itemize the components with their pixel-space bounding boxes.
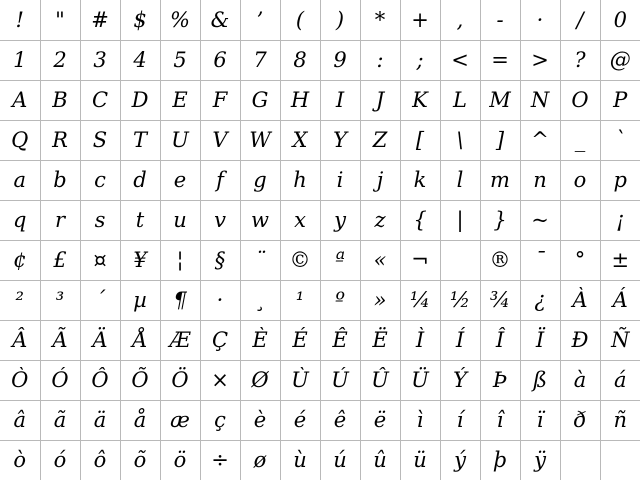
glyph-cell[interactable]: 4 [120, 40, 160, 80]
glyph-cell[interactable]: s [80, 200, 120, 240]
glyph-cell[interactable]: F [200, 80, 240, 120]
glyph-cell[interactable]: Ü [400, 360, 440, 400]
glyph-cell[interactable]: ¼ [400, 280, 440, 320]
glyph-cell[interactable]: T [120, 120, 160, 160]
glyph-cell[interactable]: N [520, 80, 560, 120]
glyph-cell[interactable]: p [600, 160, 640, 200]
glyph-cell[interactable]: Æ [160, 320, 200, 360]
glyph-cell[interactable]: Ä [80, 320, 120, 360]
glyph-cell[interactable]: ° [560, 240, 600, 280]
glyph-cell[interactable]: t [120, 200, 160, 240]
glyph-cell[interactable]: 2 [40, 40, 80, 80]
glyph-cell[interactable]: â [0, 400, 40, 440]
glyph-cell[interactable]: } [480, 200, 520, 240]
glyph-cell[interactable]: é [280, 400, 320, 440]
glyph-cell[interactable]: µ [120, 280, 160, 320]
glyph-cell[interactable]: 0 [600, 0, 640, 40]
glyph-cell[interactable]: « [360, 240, 400, 280]
glyph-cell[interactable] [560, 200, 600, 240]
glyph-cell[interactable]: R [40, 120, 80, 160]
glyph-cell[interactable]: ç [200, 400, 240, 440]
glyph-cell[interactable]: = [480, 40, 520, 80]
glyph-cell[interactable]: ® [480, 240, 520, 280]
glyph-cell[interactable]: X [280, 120, 320, 160]
glyph-cell[interactable]: ! [0, 0, 40, 40]
glyph-cell[interactable]: · [520, 0, 560, 40]
glyph-cell[interactable]: ´ [80, 280, 120, 320]
glyph-cell[interactable]: Z [360, 120, 400, 160]
glyph-cell[interactable]: o [560, 160, 600, 200]
glyph-cell[interactable]: ¿ [520, 280, 560, 320]
glyph-cell[interactable]: í [440, 400, 480, 440]
glyph-cell[interactable]: k [400, 160, 440, 200]
glyph-cell[interactable]: ñ [600, 400, 640, 440]
glyph-cell[interactable]: * [360, 0, 400, 40]
glyph-cell[interactable]: ÷ [200, 440, 240, 480]
glyph-cell[interactable]: à [560, 360, 600, 400]
glyph-cell[interactable]: w [240, 200, 280, 240]
glyph-cell[interactable]: © [280, 240, 320, 280]
glyph-cell[interactable]: á [600, 360, 640, 400]
glyph-cell[interactable]: B [40, 80, 80, 120]
glyph-cell[interactable]: ¬ [400, 240, 440, 280]
glyph-cell[interactable]: Á [600, 280, 640, 320]
glyph-cell[interactable]: ä [80, 400, 120, 440]
glyph-cell[interactable]: Ï [520, 320, 560, 360]
glyph-cell[interactable]: > [520, 40, 560, 80]
glyph-cell[interactable]: r [40, 200, 80, 240]
glyph-cell[interactable]: A [0, 80, 40, 120]
glyph-row [0, 280, 640, 320]
glyph-cell[interactable]: Å [120, 320, 160, 360]
glyph-cell[interactable]: & [200, 0, 240, 40]
glyph-cell[interactable]: ª [320, 240, 360, 280]
glyph-cell[interactable]: ? [560, 40, 600, 80]
glyph-cell[interactable]: Ù [280, 360, 320, 400]
glyph-cell[interactable]: ë [360, 400, 400, 440]
glyph-cell[interactable]: æ [160, 400, 200, 440]
glyph-cell[interactable]: G [240, 80, 280, 120]
glyph-cell[interactable]: _ [560, 120, 600, 160]
glyph-cell[interactable]: ê [320, 400, 360, 440]
glyph-cell[interactable] [560, 440, 600, 480]
glyph-cell[interactable]: ¥ [120, 240, 160, 280]
glyph-cell[interactable]: Þ [480, 360, 520, 400]
glyph-cell[interactable]: ó [40, 440, 80, 480]
glyph-cell[interactable]: J [360, 80, 400, 120]
glyph-row [0, 120, 640, 160]
glyph-cell[interactable]: À [560, 280, 600, 320]
glyph-cell[interactable]: m [480, 160, 520, 200]
glyph-cell[interactable]: L [440, 80, 480, 120]
glyph-cell[interactable]: u [160, 200, 200, 240]
glyph-cell[interactable]: ¤ [80, 240, 120, 280]
glyph-cell[interactable]: ¨ [240, 240, 280, 280]
glyph-cell[interactable]: ² [0, 280, 40, 320]
glyph-row [0, 0, 640, 40]
glyph-cell[interactable]: z [360, 200, 400, 240]
glyph-cell[interactable]: Û [360, 360, 400, 400]
glyph-cell[interactable]: H [280, 80, 320, 120]
glyph-cell[interactable]: ¸ [240, 280, 280, 320]
glyph-cell[interactable]: ¹ [280, 280, 320, 320]
glyph-cell[interactable]: E [160, 80, 200, 120]
glyph-cell[interactable]: ï [520, 400, 560, 440]
glyph-cell[interactable]: O [560, 80, 600, 120]
glyph-cell[interactable]: ý [440, 440, 480, 480]
glyph-cell[interactable]: U [160, 120, 200, 160]
glyph-cell[interactable]: 7 [240, 40, 280, 80]
glyph-cell[interactable]: Ë [360, 320, 400, 360]
glyph-cell[interactable]: x [280, 200, 320, 240]
glyph-cell[interactable]: » [360, 280, 400, 320]
glyph-cell[interactable]: Ø [240, 360, 280, 400]
glyph-cell[interactable]: Y [320, 120, 360, 160]
glyph-cell[interactable]: ú [320, 440, 360, 480]
glyph-cell[interactable]: v [200, 200, 240, 240]
glyph-cell[interactable]: Ú [320, 360, 360, 400]
glyph-cell[interactable]: É [280, 320, 320, 360]
glyph-cell[interactable]: ) [320, 0, 360, 40]
glyph-row [0, 320, 640, 360]
glyph-cell[interactable]: Í [440, 320, 480, 360]
glyph-cell[interactable]: Ç [200, 320, 240, 360]
glyph-cell[interactable]: 3 [80, 40, 120, 80]
glyph-cell[interactable]: [ [400, 120, 440, 160]
glyph-cell[interactable]: ö [160, 440, 200, 480]
glyph-cell[interactable]: n [520, 160, 560, 200]
glyph-cell[interactable]: : [360, 40, 400, 80]
glyph-row [0, 80, 640, 120]
glyph-cell[interactable]: å [120, 400, 160, 440]
glyph-cell[interactable]: ð [560, 400, 600, 440]
glyph-cell[interactable]: Î [480, 320, 520, 360]
glyph-cell[interactable]: 1 [0, 40, 40, 80]
glyph-cell[interactable]: ` [600, 120, 640, 160]
glyph-cell[interactable]: ÿ [520, 440, 560, 480]
glyph-cell[interactable]: K [400, 80, 440, 120]
glyph-cell[interactable]: ¦ [160, 240, 200, 280]
glyph-cell[interactable]: î [480, 400, 520, 440]
glyph-cell[interactable]: Ý [440, 360, 480, 400]
glyph-cell[interactable]: û [360, 440, 400, 480]
glyph-cell[interactable]: / [560, 0, 600, 40]
glyph-cell[interactable]: C [80, 80, 120, 120]
glyph-cell[interactable]: # [80, 0, 120, 40]
glyph-cell[interactable]: d [120, 160, 160, 200]
glyph-cell[interactable]: ^ [520, 120, 560, 160]
glyph-cell[interactable]: , [440, 0, 480, 40]
glyph-row [0, 440, 640, 480]
glyph-cell[interactable]: ( [280, 0, 320, 40]
glyph-cell[interactable]: ’ [240, 0, 280, 40]
glyph-cell[interactable]: 6 [200, 40, 240, 80]
glyph-cell[interactable]: 8 [280, 40, 320, 80]
glyph-cell[interactable]: Ò [0, 360, 40, 400]
glyph-cell[interactable]: c [80, 160, 120, 200]
glyph-cell[interactable]: ò [0, 440, 40, 480]
glyph-cell[interactable]: P [600, 80, 640, 120]
glyph-cell[interactable]: ø [240, 440, 280, 480]
glyph-cell[interactable]: º [320, 280, 360, 320]
glyph-cell[interactable]: W [240, 120, 280, 160]
glyph-cell[interactable]: e [160, 160, 200, 200]
glyph-cell[interactable]: | [440, 200, 480, 240]
glyph-cell[interactable]: Õ [120, 360, 160, 400]
glyph-cell[interactable]: D [120, 80, 160, 120]
glyph-cell[interactable]: ô [80, 440, 120, 480]
glyph-cell[interactable]: · [200, 280, 240, 320]
glyph-cell[interactable]: Ô [80, 360, 120, 400]
glyph-cell[interactable]: j [360, 160, 400, 200]
glyph-cell[interactable]: § [200, 240, 240, 280]
glyph-cell[interactable]: y [320, 200, 360, 240]
glyph-cell[interactable]: ¾ [480, 280, 520, 320]
glyph-cell[interactable]: Ñ [600, 320, 640, 360]
glyph-cell[interactable]: % [160, 0, 200, 40]
glyph-cell[interactable]: ¢ [0, 240, 40, 280]
glyph-cell[interactable]: ¡ [600, 200, 640, 240]
glyph-cell[interactable]: b [40, 160, 80, 200]
glyph-cell[interactable]: i [320, 160, 360, 200]
glyph-cell[interactable]: { [400, 200, 440, 240]
glyph-cell[interactable]: þ [480, 440, 520, 480]
glyph-cell[interactable]: l [440, 160, 480, 200]
glyph-cell[interactable]: M [480, 80, 520, 120]
glyph-cell[interactable]: ± [600, 240, 640, 280]
glyph-cell[interactable]: ] [480, 120, 520, 160]
glyph-cell[interactable]: ³ [40, 280, 80, 320]
glyph-cell[interactable]: Ì [400, 320, 440, 360]
glyph-cell[interactable]: 9 [320, 40, 360, 80]
glyph-cell[interactable]: S [80, 120, 120, 160]
glyph-cell[interactable]: £ [40, 240, 80, 280]
glyph-row [0, 360, 640, 400]
glyph-row [0, 240, 640, 280]
glyph-cell[interactable]: ù [280, 440, 320, 480]
glyph-cell[interactable]: ì [400, 400, 440, 440]
glyph-cell[interactable]: È [240, 320, 280, 360]
glyph-cell[interactable]: õ [120, 440, 160, 480]
glyph-cell[interactable]: Q [0, 120, 40, 160]
glyph-cell[interactable]: V [200, 120, 240, 160]
glyph-cell[interactable]: \ [440, 120, 480, 160]
glyph-cell[interactable]: Ö [160, 360, 200, 400]
glyph-cell[interactable]: Ê [320, 320, 360, 360]
glyph-cell[interactable] [440, 240, 480, 280]
glyph-cell[interactable]: - [480, 0, 520, 40]
glyph-cell[interactable]: @ [600, 40, 640, 80]
glyph-cell[interactable]: Ó [40, 360, 80, 400]
glyph-cell[interactable]: 5 [160, 40, 200, 80]
glyph-cell[interactable]: f [200, 160, 240, 200]
glyph-cell[interactable]: h [280, 160, 320, 200]
glyph-row [0, 160, 640, 200]
glyph-cell[interactable]: ß [520, 360, 560, 400]
glyph-row [0, 200, 640, 240]
glyph-cell[interactable]: I [320, 80, 360, 120]
glyph-row [0, 40, 640, 80]
glyph-cell[interactable]: ; [400, 40, 440, 80]
glyph-cell[interactable]: < [440, 40, 480, 80]
glyph-cell[interactable]: Ã [40, 320, 80, 360]
glyph-cell[interactable]: × [200, 360, 240, 400]
glyph-cell[interactable]: ¯ [520, 240, 560, 280]
glyph-cell[interactable]: q [0, 200, 40, 240]
glyph-cell[interactable]: è [240, 400, 280, 440]
glyph-row [0, 400, 640, 440]
glyph-cell[interactable]: Â [0, 320, 40, 360]
glyph-cell[interactable]: g [240, 160, 280, 200]
glyph-cell[interactable]: ü [400, 440, 440, 480]
glyph-cell[interactable]: Ð [560, 320, 600, 360]
glyph-cell[interactable]: a [0, 160, 40, 200]
glyph-cell[interactable]: + [400, 0, 440, 40]
glyph-cell[interactable]: " [40, 0, 80, 40]
glyph-cell[interactable]: ½ [440, 280, 480, 320]
glyph-cell[interactable]: ¶ [160, 280, 200, 320]
glyph-cell[interactable]: ~ [520, 200, 560, 240]
glyph-cell[interactable]: $ [120, 0, 160, 40]
glyph-cell[interactable] [600, 440, 640, 480]
glyph-cell[interactable]: ã [40, 400, 80, 440]
